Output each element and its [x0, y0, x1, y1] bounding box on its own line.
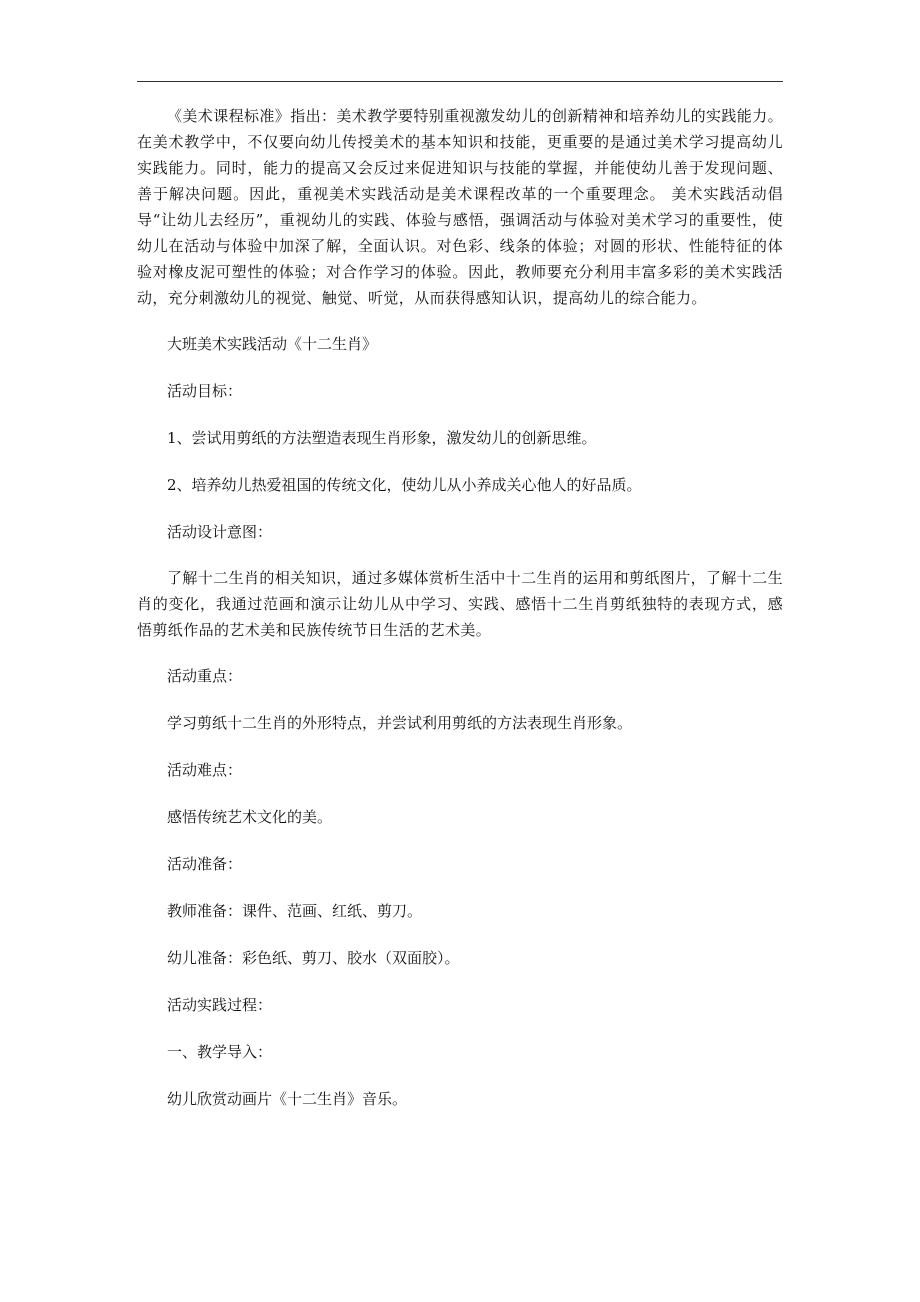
- process-heading: 活动实践过程：: [167, 996, 273, 1014]
- goals-heading: 活动目标：: [167, 382, 243, 400]
- key-heading: 活动重点：: [167, 667, 243, 685]
- prep-heading: 活动准备：: [167, 855, 243, 873]
- goal-item-1: 1、尝试用剪纸的方法塑造表现生肖形象，激发幼儿的创新思维。: [167, 429, 597, 447]
- intro-paragraph: 《美术课程标准》指出：美术教学要特别重视激发幼儿的创新精神和培养幼儿的实践能力。在美术教学中，不仅要向幼儿传授美术的基本知识和技能，更重要的是通过美术学习提高幼儿实践能力。同时，能力的提高又会反过来促进知识与技能的掌握，并能使幼儿善于发现问题、善于解决问题。因此，重视美术实践活动是美术课程改革的一个重要理念。 美术实践活动倡导“让幼儿去经历”，重视幼儿的实践、体验与感悟，强调活动与体验对美术学习的重要性，使幼儿在活动与体验中加深了解，全面认识。对色彩、线条的体验；对圆的形状、性能特征的体验对橡皮泥可塑性的体验；对合作学习的体验。因此，教师要充分利用丰富多彩的美术实践活动，充分刺激幼儿的视觉、触觉、听觉，从而获得感知认识，提高幼儿的综合能力。: [137, 107, 784, 307]
- difficulty-text: 感悟传统艺术文化的美。: [167, 808, 333, 826]
- design-heading: 活动设计意图：: [167, 523, 273, 541]
- document-body: [137, 103, 783, 1112]
- difficulty-heading: 活动难点：: [167, 761, 243, 779]
- prep-teacher: 教师准备：课件、范画、红纸、剪刀。: [167, 902, 423, 920]
- prep-children: 幼儿准备：彩色纸、剪刀、胶水（双面胶）。: [167, 949, 460, 967]
- step1-heading: 一、教学导入：: [167, 1043, 273, 1061]
- step1-text: 幼儿欣赏动画片《十二生肖》音乐。: [167, 1090, 408, 1108]
- design-paragraph: 了解十二生肖的相关知识，通过多媒体赏析生活中十二生肖的运用和剪纸图片，了解十二生肖的变化，我通过范画和演示让幼儿从中学习、实践、感悟十二生肖剪纸独特的表现方式，感悟剪纸作品的艺术美和民族传统节日生活的艺术美。: [137, 569, 784, 639]
- key-text: 学习剪纸十二生肖的外形特点，并尝试利用剪纸的方法表现生肖形象。: [167, 714, 633, 732]
- goal-item-2: 2、培养幼儿热爱祖国的传统文化，使幼儿从小养成关心他人的好品质。: [167, 476, 642, 494]
- header-rule: [137, 81, 783, 82]
- activity-title: 大班美术实践活动《十二生肖》: [167, 335, 378, 353]
